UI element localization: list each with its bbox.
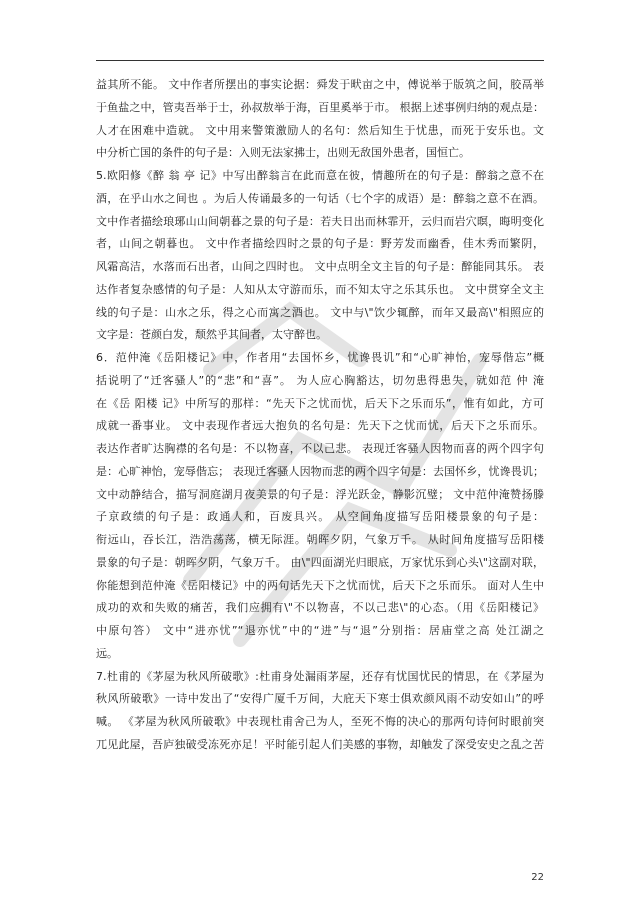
text-line: 酒，在乎山水之间也 。为后人传诵最多的一句话（七个字的成语）是：醉翁之意不在酒。 bbox=[96, 191, 544, 205]
text-line: 文字是：苍颜白发，颓然乎其间者，太守醉也。 bbox=[96, 328, 327, 342]
text-line: 益其所不能。 文中作者所摆出的事实论据：舜发于畎亩之中，傅说举于版筑之间，胶鬲举 bbox=[96, 78, 544, 91]
text-line: 远。 bbox=[96, 646, 118, 660]
text-line: 人才在困难中造就。 文中用来警策激励人的名句：然后知生于忧患，而死于安乐也。文 bbox=[96, 123, 544, 137]
text-line: 达作者复杂感情的句子是：人知从太守游而乐，而不知太守之乐其乐也。 文中贯穿全文主 bbox=[96, 282, 544, 296]
text-line: 中原句答） 文中“进亦忧”“退亦忧”中的“进”与“退”分别指：居庙堂之高 处江湖之 bbox=[96, 624, 544, 637]
page-number: 22 bbox=[531, 872, 544, 883]
text-line: 成功的欢和失败的痛苦，我们应拥有\"不以物喜，不以己悲\"的心态。（用《岳阳楼记》 bbox=[96, 601, 544, 615]
document-body bbox=[96, 74, 544, 757]
text-line: 景象的句子是：朝晖夕阴，气象万千。 由\"四面湖光归眼底，万家忧乐到心头\"这副对联， bbox=[96, 555, 544, 569]
text-line: 衔远山，吞长江，浩浩荡荡，横无际涯。朝晖夕阴，气象万千。 从时间角度描写岳阳楼 bbox=[96, 533, 544, 546]
text-line: 文中作者描绘琅琊山山间朝暮之景的句子是：若夫日出而林霏开，云归而岩穴暝，晦明变化 bbox=[96, 214, 544, 228]
text-line: 5.欧阳修《醉 翁 亭 记》中写出醉翁言在此而意在彼，情趣所在的句子是：醉翁之意不在 bbox=[96, 169, 544, 182]
text-line: 于鱼盐之中，管夷吾举于士，孙叔敖举于海，百里奚举于市。 根据上述事例归纳的观点是： bbox=[96, 100, 544, 114]
text-line: 6．范仲淹《岳阳楼记》中，作者用“去国怀乡，忧谗畏讥”和“心旷神怡，宠辱偕忘”概 bbox=[96, 351, 544, 364]
text-line: 括说明了“迁客骚人”的“悲”和“喜”。 为人应心胸豁达，切勿患得患失，就如范 仲 淹 bbox=[96, 373, 544, 387]
text-line: 者，山间之朝暮也。 文中作者描绘四时之景的句子是：野芳发而幽香，佳木秀而繁阴， bbox=[96, 237, 544, 251]
text-line: 文中动静结合，描写洞庭湖月夜美景的句子是：浮光跃金，静影沉璧； 文中范仲淹赞扬滕 bbox=[96, 487, 544, 501]
text-line: 喊。 《茅屋为秋风所破歌》中表现杜甫舍己为人，至死不悔的决心的那两句诗何时眼前突 bbox=[96, 715, 544, 728]
text-line: 兀见此屋，吾庐独破受冻死亦足！平时能引起人们美感的事物，却触发了深受安史之乱之苦 bbox=[96, 737, 544, 751]
text-line: 中分析亡国的条件的句子是：入则无法家拂士，出则无敌国外患者，国恒亡。 bbox=[96, 146, 470, 160]
text-line: 7.杜甫的《茅屋为秋风所破歌》:杜甫身处漏雨茅屋，还存有忧国忧民的情思，在《茅屋为 bbox=[96, 669, 544, 683]
text-line: 是：心旷神怡，宠辱偕忘； 表现迁客骚人因物而悲的两个四字句是：去国怀乡，忧谗畏讥； bbox=[96, 464, 544, 478]
text-line: 在《岳 阳楼 记》中所写的那样：“先天下之忧而忧，后天下之乐而乐”，惟有如此，方可 bbox=[96, 396, 544, 410]
text-line: 风霜高洁，水落而石出者，山间之四时也。 文中点明全文主旨的句子是：醉能同其乐。 表 bbox=[96, 260, 544, 273]
header-rule bbox=[96, 60, 544, 61]
text-line: 线的句子是：山水之乐，得之心而寓之酒也。 文中与\"饮少辄醉，而年又最高\"相照应的 bbox=[96, 305, 544, 319]
text-line: 你能想到范仲淹《岳阳楼记》中的两句话先天下之忧而忧，后天下之乐而乐。 面对人生中 bbox=[96, 578, 544, 592]
text-line: 秋风所破歌》一诗中发出了“安得广厦千万间，大庇天下寒士俱欢颜风雨不动安如山”的呼 bbox=[96, 692, 544, 706]
text-line: 表达作者旷达胸襟的名句是：不以物喜，不以己悲。 表现迁客骚人因物而喜的两个四字句 bbox=[96, 442, 544, 455]
text-line: 子京政绩的句子是：政通人和，百废具兴。 从空间角度描写岳阳楼景象的句子是： bbox=[96, 510, 544, 524]
text-line: 成就一番事业。 文中表现作者远大抱负的名句是：先天下之忧而忧，后天下之乐而乐。 bbox=[96, 419, 544, 433]
